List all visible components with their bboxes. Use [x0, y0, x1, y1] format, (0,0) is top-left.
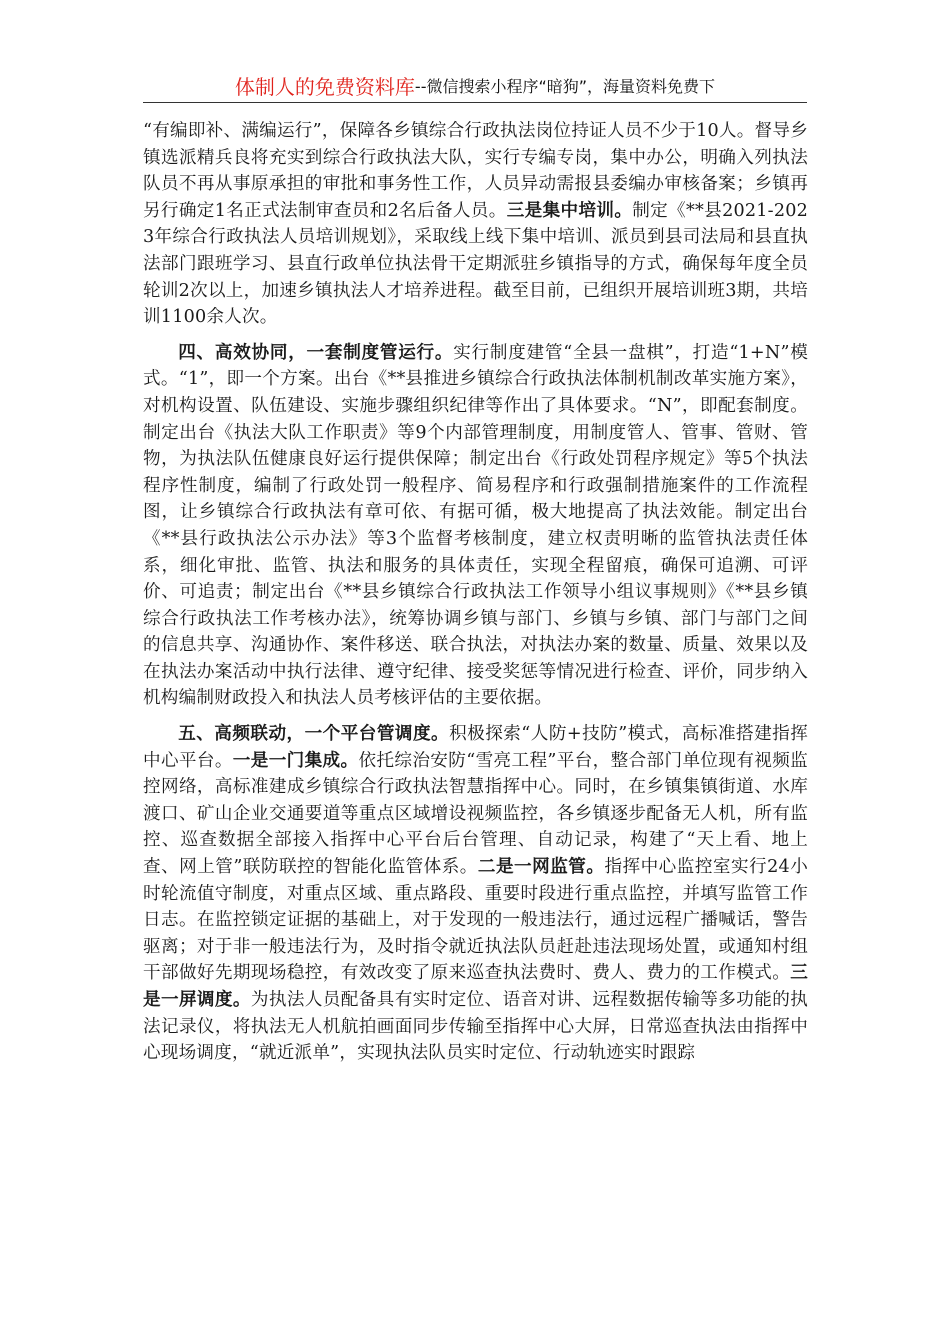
- text-segment: “有编即补、满编运行”，保障各乡镇综合行政执法岗位持证人员不少于10人。督导乡镇选派精兵良将充实到综合行政执法大队，实行专编专岗，集中办公，明确入列执法队员不再从事原承担的审批和事务性工作，人员异动需报县委编办审核备案；乡镇再另行确定1名正式法制审查员和2名后备人员。: [143, 121, 808, 221]
- text-segment: 积极探索“人防+技防”模式，高标准搭建指挥中心平台。: [143, 724, 808, 771]
- header-brand: 体制人的免费资料库: [234, 75, 415, 99]
- section-heading: 五、高频联动，一个平台管调度。: [178, 723, 450, 745]
- section-heading: 四、高效协同，一套制度管运行。: [178, 341, 454, 363]
- paragraph-section-four: [143, 340, 808, 712]
- text-segment: 指挥中心监控室实行24小时轮流值守制度，对重点区域、重点路段、重要时段进行重点监控，并填写监管工作日志。在监控锁定证据的基础上，对于发现的一般违法行，通过远程广播喊话，警告驱离；对于非一般违法行为，及时指令就近执法队员赶赴违法现场处置，或通知村组干部做好先期现场稳控，有效改变了原来巡查执法费时、费人、费力的工作模式。: [143, 857, 809, 984]
- document-body: [143, 118, 808, 1076]
- text-segment: 制定《**县2021-2023年综合行政执法人员培训规划》，采取线上线下集中培训、派员到县司法局和县直执法部门跟班学习、县直行政单位执法骨干定期派驻乡镇指导的方式，确保每年度全员轮训2次以上，加速乡镇执法人才培养进程。截至目前，已组织开展培训班3期，共培训1100余人次。: [143, 200, 808, 328]
- bold-heading: 一是一门集成。: [232, 749, 359, 771]
- header-tagline: --微信搜索小程序“暗狗”，海量资料免费下: [414, 77, 716, 96]
- text-segment: 依托综治安防“雪亮工程”平台，整合部门单位现有视频监控网络，高标准建成乡镇综合行政执法智慧指挥中心。同时，在乡镇集镇街道、水库渡口、矿山企业交通要道等重点区域增设视频监控，各乡镇逐步配备无人机，所有监控、巡查数据全部接入指挥中心平台后台管理、自动记录，构建了“天上看、地上查、网上管”联防联控的智能化监管体系。: [143, 750, 808, 878]
- paragraph-section-five: [143, 721, 808, 1067]
- paragraph-continuation: [143, 118, 808, 331]
- bold-heading: 三是一屏调度。: [143, 962, 808, 1010]
- text-segment: 实行制度建管“全县一盘棋”，打造“1+N”模式。“1”，即一个方案。出台《**县推进乡镇综合行政执法体制机制改革实施方案》，对机构设置、队伍建设、实施步骤组织纪律等作出了具体要求。“N”，即配套制度。制定出台《执法大队工作职责》等9个内部管理制度，用制度管人、管事、管财、管物，为执法队伍健康良好运行提供保障；制定出台《行政处罚程序规定》等5个执法程序性制度，编制了行政处罚一般程序、简易程序和行政强制措施案件的工作流程图，让乡镇综合行政执法有章可依、有据可循，极大地提高了执法效能。制定出台《**县行政执法公示办法》等3个监督考核制度，建立权责明晰的监管执法责任体系，细化审批、监管、执法和服务的具体责任，实现全程留痕，确保可追溯、可评价、可追责；制定出台《**县乡镇综合行政执法工作领导小组议事规则》《**县乡镇综合行政执法工作考核办法》，统筹协调乡镇与部门、乡镇与乡镇、部门与部门之间的信息共享、沟通协作、案件移送、联合执法，对执法办案的数量、质量、效果以及在执法办案活动中执行法律、遵守纪律、接受奖惩等情况进行检查、评价，同步纳入机构编制财政投入和执法人员考核评估的主要依据。: [143, 342, 808, 709]
- bold-heading: 三是集中培训。: [506, 199, 633, 221]
- bold-heading: 二是一网监管。: [477, 856, 605, 878]
- page-header: [143, 68, 807, 103]
- text-segment: 为执法人员配备具有实时定位、语音对讲、远程数据传输等多功能的执法记录仪，将执法无人机航拍画面同步传输至指挥中心大屏，日常巡查执法由指挥中心现场调度，“就近派单”，实现执法队员实时定位、行动轨迹实时跟踪: [143, 990, 808, 1064]
